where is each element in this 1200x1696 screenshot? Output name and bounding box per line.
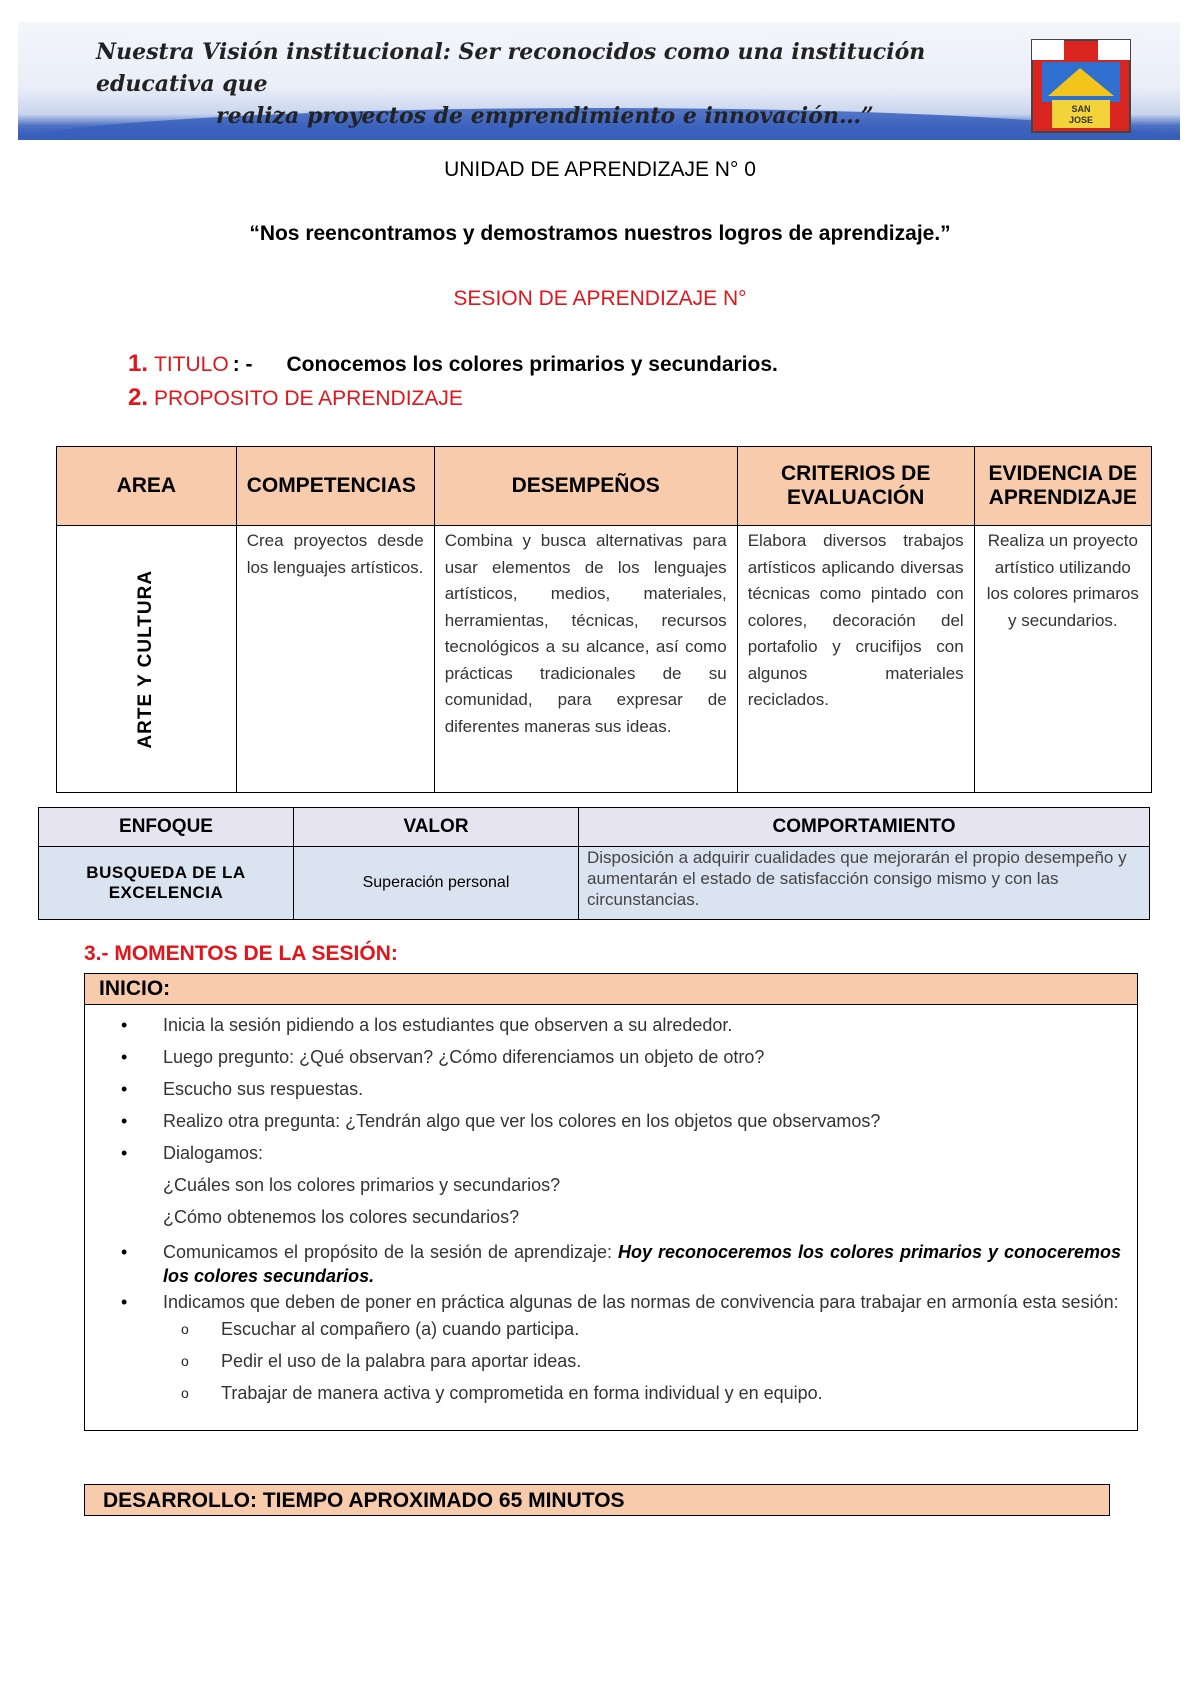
header-valor: VALOR: [294, 808, 579, 847]
cell-valor: Superación personal: [294, 847, 579, 920]
cell-criterios: Elabora diversos trabajos artísticos aplicando diversas técnicas como pintado con colores, decoración del portafolio y crucifijos con algunos materiales reciclados.: [737, 526, 974, 793]
cell-area: [57, 526, 237, 793]
norm-item: o Trabajar de manera activa y comprometida en forma individual y en equipo.: [121, 1380, 1121, 1412]
approach-table-header: [39, 808, 1150, 847]
moments-title: 3.- MOMENTOS DE LA SESIÓN:: [84, 942, 398, 965]
question-item: ¿Cuáles son los colores primarios y secundarios?: [163, 1175, 561, 1195]
cell-competencias: Crea proyectos desde los lenguajes artísticos.: [236, 526, 434, 793]
purpose-table-header: [57, 447, 1152, 526]
approach-table: [38, 807, 1150, 920]
svg-text:JOSE: JOSE: [1068, 115, 1094, 125]
header-criterios: CRITERIOS DE EVALUACIÓN: [737, 447, 974, 526]
school-shield-logo: [1030, 38, 1132, 134]
purpose-emphasis: Hoy reconoceremos los colores primarios y conoceremos los colores secundarios.: [163, 1242, 1121, 1286]
cell-evidencia: Realiza un proyecto artístico utilizando los colores primaros y secundarios.: [974, 526, 1151, 793]
list-item: • Luego pregunto: ¿Qué observan? ¿Cómo diferenciamos un objeto de otro?: [121, 1044, 1121, 1076]
section-purpose: [128, 384, 463, 412]
unit-name: “Nos reencontramos y demostramos nuestros logros de aprendizaje.”: [249, 222, 951, 245]
vision-line-1: Nuestra Visión institucional: Ser reconocidos como una institución educativa que: [96, 39, 926, 97]
purpose-table-row: [57, 526, 1152, 793]
inicio-title: INICIO:: [85, 974, 1137, 1005]
header-desempenos: DESEMPEÑOS: [434, 447, 737, 526]
section-title: [128, 350, 778, 378]
inicio-list: [121, 1012, 1121, 1412]
inicio-section: [84, 973, 1138, 1431]
norm-item: o Escuchar al compañero (a) cuando participa.: [121, 1316, 1121, 1348]
section-number: 1.: [128, 350, 149, 377]
header-evidencia: EVIDENCIA DE APRENDIZAJE: [974, 447, 1151, 526]
institutional-vision: [96, 36, 976, 132]
svg-text:SAN: SAN: [1071, 104, 1091, 114]
header-banner: [18, 22, 1180, 140]
section-number: 2.: [128, 384, 149, 411]
list-item-purpose: [121, 1240, 1121, 1288]
question-item: ¿Cómo obtenemos los colores secundarios?: [163, 1207, 520, 1227]
cell-comportamiento: Disposición a adquirir cualidades que mejorarán el propio desempeño y aumentarán el estado de satisfacción consigo mismo y con las circunstancias.: [579, 847, 1150, 920]
section-separator: : -: [232, 353, 253, 376]
header-enfoque: ENFOQUE: [39, 808, 294, 847]
session-title: SESION DE APRENDIZAJE N°: [453, 287, 747, 310]
session-title-value: Conocemos los colores primarios y secundarios.: [286, 353, 778, 376]
unit-title: UNIDAD DE APRENDIZAJE N° 0: [444, 158, 756, 181]
section-label: PROPOSITO DE APRENDIZAJE: [154, 387, 463, 410]
list-item: • Inicia la sesión pidiendo a los estudiantes que observen a su alrededor.: [121, 1012, 1121, 1044]
section-label: TITULO: [154, 353, 229, 376]
list-item: • Realizo otra pregunta: ¿Tendrán algo que ver los colores en los objetos que observamos?: [121, 1108, 1121, 1140]
purpose-intro: Comunicamos el propósito de la sesión de aprendizaje:: [163, 1242, 618, 1262]
area-label: ARTE Y CULTURA: [135, 569, 157, 749]
desarrollo-bar: DESARROLLO: TIEMPO APROXIMADO 65 MINUTOS: [84, 1484, 1110, 1516]
list-item: • Escucho sus respuestas.: [121, 1076, 1121, 1108]
list-item-norms: • Indicamos que deben de poner en práctica algunas de las normas de convivencia para trabajar en armonía esta sesión:: [121, 1290, 1121, 1314]
header-area: AREA: [57, 447, 237, 526]
list-item: • Dialogamos:: [121, 1140, 1121, 1172]
header-competencias: COMPETENCIAS: [236, 447, 434, 526]
norm-item: o Pedir el uso de la palabra para aportar ideas.: [121, 1348, 1121, 1380]
header-comportamiento: COMPORTAMIENTO: [579, 808, 1150, 847]
cell-enfoque: BUSQUEDA DE LA EXCELENCIA: [39, 847, 294, 920]
vision-line-2: realiza proyectos de emprendimiento e innovación…”: [216, 103, 874, 129]
purpose-table: [56, 446, 1152, 793]
approach-table-row: [39, 847, 1150, 920]
cell-desempenos: Combina y busca alternativas para usar elementos de los lenguajes artísticos, medios, materiales, herramientas, técnicas, recursos tecnológicos a su alcance, así como prácticas tradicionales de su comunidad, para expresar de diferentes maneras sus ideas.: [434, 526, 737, 793]
